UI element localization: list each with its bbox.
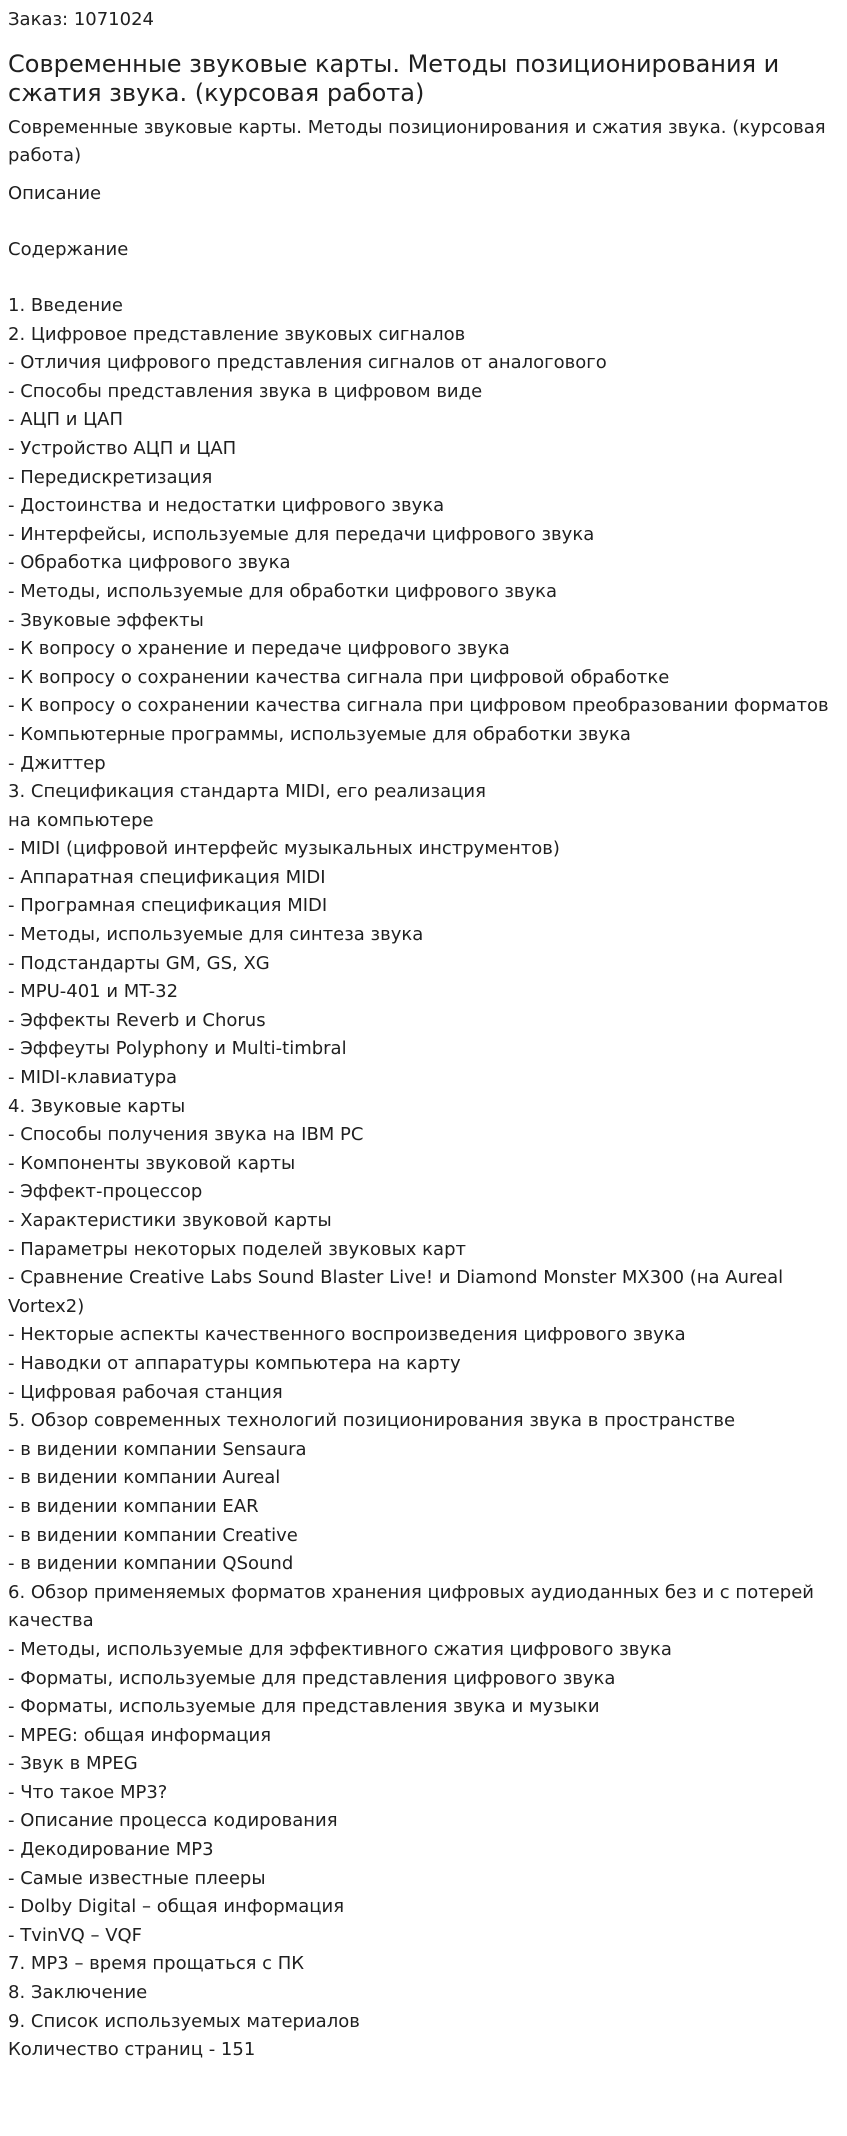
- toc-item: - К вопросу о сохранении качества сигнала при цифровом преобразовании форматов: [8, 695, 829, 717]
- toc-item: - Наводки от аппаратуры компьютера на карту: [8, 1352, 461, 1374]
- spacer: [8, 208, 847, 236]
- toc-item: - Отличия цифрового представления сигналов от аналогового: [8, 352, 607, 374]
- toc-item: - Обработка цифрового звука: [8, 552, 291, 574]
- toc-item: - MIDI-клавиатура: [8, 1067, 178, 1089]
- page-count: Количество страниц - 151: [8, 2039, 256, 2061]
- toc-item: 9. Список используемых материалов: [8, 2010, 360, 2032]
- toc-item: - в видении компании QSound: [8, 1553, 294, 1575]
- toc-item: на компьютере: [8, 809, 154, 831]
- toc-item: - Достоинства и недостатки цифрового звука: [8, 495, 445, 517]
- toc-item: - в видении компании Aureal: [8, 1467, 281, 1489]
- toc-item: - Сравнение Creative Labs Sound Blaster Live! и Diamond Monster MX300 (на Aureal Vortex2): [8, 1267, 784, 1317]
- toc-item: - Декодирование MP3: [8, 1839, 214, 1861]
- toc-item: - Аппаратная спецификация MIDI: [8, 866, 326, 888]
- toc-item: 4. Звуковые карты: [8, 1095, 186, 1117]
- page-subtitle: Современные звуковые карты. Методы позиционирования и сжатия звука. (курсовая работа): [8, 117, 826, 166]
- toc-item: - АЦП и ЦАП: [8, 409, 124, 431]
- toc-item: - Эффекты Reverb и Chorus: [8, 1009, 266, 1031]
- toc-item: 7. MP3 – время прощаться с ПК: [8, 1953, 305, 1975]
- toc-item: - Форматы, используемые для представления цифрового звука: [8, 1667, 616, 1689]
- toc-item: 6. Обзор применяемых форматов хранения цифровых аудиоданных без и с потерей качества: [8, 1581, 814, 1632]
- toc-item: - Методы, используемые для обработки цифрового звука: [8, 580, 558, 602]
- toc-item: - К вопросу о хранение и передаче цифрового звука: [8, 638, 510, 660]
- toc-item: - Форматы, используемые для представления звука и музыки: [8, 1696, 600, 1718]
- spacer: [8, 264, 847, 292]
- toc-item: 3. Спецификация стандарта MIDI, его реализация: [8, 781, 486, 803]
- toc-item: - Некторые аспекты качественного воспроизведения цифрового звука: [8, 1324, 686, 1346]
- toc-item: - MPU-401 и MT-32: [8, 981, 179, 1003]
- toc-item: 1. Введение: [8, 295, 123, 316]
- toc-item: - К вопросу о сохранении качества сигнала при цифровой обработке: [8, 666, 670, 688]
- order-number: Заказ: 1071024: [8, 9, 154, 30]
- toc-item: 5. Обзор современных технологий позиционирования звука в пространстве: [8, 1410, 736, 1432]
- toc-item: - в видении компании EAR: [8, 1495, 259, 1517]
- toc-item: - Параметры некоторых поделей звуковых карт: [8, 1238, 466, 1260]
- contents-heading: Содержание: [8, 239, 129, 260]
- toc-item: - MPEG: общая информация: [8, 1724, 272, 1746]
- toc-item: - Передискретизация: [8, 466, 213, 488]
- toc-item: - Компьютерные программы, используемые для обработки звука: [8, 723, 631, 745]
- toc-item: - Методы, используемые для эффективного сжатия цифрового звука: [8, 1638, 672, 1660]
- toc-item: - Характеристики звуковой карты: [8, 1210, 332, 1231]
- toc-item: - Методы, используемые для синтеза звука: [8, 924, 424, 946]
- toc-item: - Програмная спецификация MIDI: [8, 895, 328, 917]
- toc-item: - Что такое MP3?: [8, 1781, 168, 1803]
- toc-item: - Эффеуты Polyphony и Multi-timbral: [8, 1038, 347, 1060]
- toc-item: - Подстандарты GM, GS, XG: [8, 952, 270, 974]
- toc-item: - Способы представления звука в цифровом виде: [8, 380, 483, 402]
- table-of-contents: [8, 292, 838, 2036]
- toc-item: - Звук в MPEG: [8, 1753, 138, 1775]
- toc-item: - Компоненты звуковой карты: [8, 1152, 296, 1174]
- toc-item: - Описание процесса кодирования: [8, 1810, 338, 1832]
- toc-item: - Dolby Digital – общая информация: [8, 1896, 345, 1918]
- page-title: Современные звуковые карты. Методы позиционирования и сжатия звука. (курсовая работа): [8, 50, 780, 107]
- toc-item: - Джиттер: [8, 752, 106, 774]
- toc-item: - Цифровая рабочая станция: [8, 1381, 283, 1403]
- toc-item: - TvinVQ – VQF: [8, 1924, 143, 1946]
- toc-item: - Устройство АЦП и ЦАП: [8, 437, 237, 459]
- toc-item: 8. Заключение: [8, 1982, 148, 2004]
- toc-item: 2. Цифровое представление звуковых сигналов: [8, 323, 466, 345]
- description-heading: Описание: [8, 183, 102, 204]
- toc-item: - Звуковые эффекты: [8, 609, 204, 631]
- toc-item: - Способы получения звука на IBM PC: [8, 1124, 364, 1146]
- toc-item: - Самые известные плееры: [8, 1867, 266, 1889]
- toc-item: - MIDI (цифровой интерфейс музыкальных инструментов): [8, 838, 560, 860]
- toc-item: - в видении компании Sensaura: [8, 1438, 307, 1460]
- toc-item: - Эффект-процессор: [8, 1181, 203, 1203]
- toc-item: - в видении компании Creative: [8, 1524, 298, 1546]
- toc-item: - Интерфейсы, используемые для передачи цифрового звука: [8, 523, 595, 545]
